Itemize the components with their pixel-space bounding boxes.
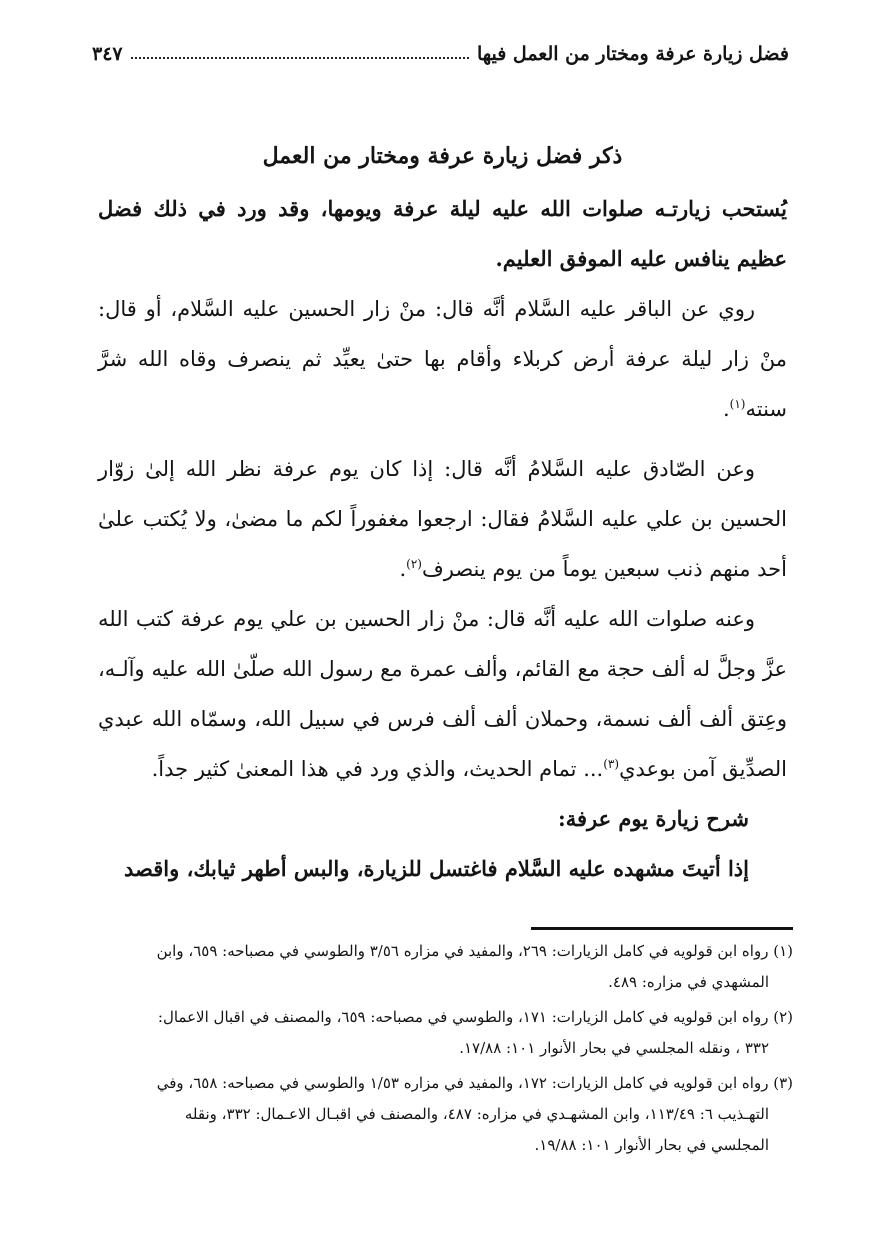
- footnote-ref-3[interactable]: (٣): [603, 757, 620, 771]
- page-number: ٣٤٧: [92, 43, 123, 65]
- footnote-3-text-cont-2: المجلسي في بحار الأنوار ١٠١: ١٩/٨٨.: [534, 1136, 769, 1154]
- footnote-2-text: رواه ابن قولويه في كامل الزيارات: ١٧١، والطوسي في مصباحه: ٦٥٩، والمصنف في اقبال الاعمال:: [157, 1008, 769, 1026]
- footnote-3: [98, 1068, 793, 1161]
- paragraph-3-text: وعن الصّادق عليه السَّلامُ أنَّه قال: إذا كان يوم عرفة نظر الله إلىٰ زوّار الحسين بن علي عليه السَّلامُ فقال: ارجعوا مغفوراً لكم ما مضىٰ، ولا يُكتب علىٰ أحد منهم ذنب سبعين يوماً من يوم ينصرف: [98, 457, 787, 581]
- paragraph-4: [98, 594, 787, 794]
- section-title: ذكر فضل زيارة عرفة ومختار من العمل: [262, 143, 623, 169]
- footnote-1-text-cont: المشهدي في مزاره: ٤٨٩.: [608, 973, 769, 991]
- footnote-1-number: (١): [773, 942, 793, 960]
- paragraph-2-text: روي عن الباقر عليه السَّلام أنَّه قال: منْ زار الحسين عليه السَّلام، أو قال: منْ زار ليلة عرفة أرض كربلاء وأقام بها حتىٰ يعيِّد ثم ينصرف وقاه الله شرَّ سنته: [98, 297, 787, 421]
- running-title: فضل زيارة عرفة ومختار من العمل فيها: [476, 43, 789, 65]
- paragraph-5: إذا أتيتَ مشهده عليه السَّلام فاغتسل للزيارة، والبس أطهر ثيابك، واقصد: [124, 856, 749, 881]
- footnote-2-text-cont: ٣٣٢ ، ونقله المجلسي في بحار الأنوار ١٠١: ١٧/٨٨.: [459, 1039, 769, 1057]
- leader-dots: [131, 57, 469, 59]
- paragraph-1: يُستحب زيارتـه صلوات الله عليه ليلة عرفة ويومها، وقد ورد في ذلك فضل عظيم ينافس عليه الموفق العليم.: [98, 196, 787, 271]
- main-text: [98, 128, 787, 894]
- footnote-ref-2[interactable]: (٢): [406, 557, 422, 571]
- footnote-3-text-cont: التهـذيب ٦: ١١٣/٤٩، وابن المشهـدي في مزاره: ٤٨٧، والمصنف في اقبـال الاعـمال: ٣٣٢، ونقله: [184, 1105, 769, 1123]
- footnote-ref-1[interactable]: (١): [729, 397, 746, 411]
- footnote-separator: [531, 927, 793, 930]
- running-header: [92, 36, 789, 72]
- paragraph-4-text: وعنه صلوات الله عليه أنَّه قال: منْ زار الحسين بن علي يوم عرفة كتب الله عزَّ وجلَّ له ألف حجة مع القائم، وألف عمرة مع رسول الله صلّىٰ الله عليه وآلـه، وعِتق ألف ألف نسمة، وحملان ألف ألف فرس في سبيل الله، وسمّاه الله عبدي الصدِّيق آمن بوعدي: [98, 607, 787, 781]
- subheading: شرح زيارة يوم عرفة:: [557, 806, 749, 831]
- footnotes: [98, 936, 793, 1165]
- paragraph-2: روي عن الباقر عليه السَّلام أنَّه قال: منْ زار الحسين عليه السَّلام، أو قال: منْ زار ليلة عرفة أرض كربلاء وأقام بها حتىٰ يعيِّد ثم ينصرف وقاه الله شرَّ سنته$^{(١)}$.: [98, 297, 787, 421]
- footnote-1: [98, 936, 793, 998]
- paragraph-3: وعن الصّادق عليه السَّلامُ أنَّه قال: إذا كان يوم عرفة نظر الله إلىٰ زوّار الحسين بن علي عليه السَّلامُ فقال: ارجعوا مغفوراً لكم ما مضىٰ، ولا يُكتب علىٰ أحد منهم ذنب سبعين يوماً من يوم ينصرف$^{(٢)}$.: [98, 457, 787, 581]
- footnote-1-text: رواه ابن قولويه في كامل الزيارات: ٢٦٩، والمفيد في مزاره ٣/٥٦ والطوسي في مصباحه: ٦٥٩، وابن: [156, 942, 769, 960]
- footnote-2: [98, 1002, 793, 1064]
- paragraph-4-end: ... تمام الحديث، والذي ورد في هذا المعنىٰ كثير جداً.: [151, 757, 604, 781]
- footnote-2-number: (٢): [773, 1008, 793, 1026]
- footnote-3-number: (٣): [773, 1074, 793, 1092]
- footnote-3-text: رواه ابن قولويه في كامل الزيارات: ١٧٢، والمفيد في مزاره ١/٥٣ والطوسي في مصباحه: ٦٥٨، وفي: [156, 1074, 769, 1092]
